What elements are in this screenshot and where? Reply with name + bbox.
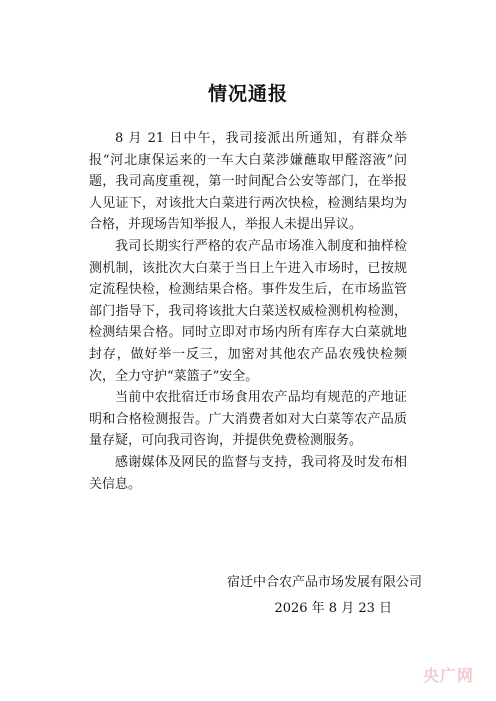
signature-date: 2026 年 8 月 23 日 [274, 601, 392, 616]
document-title: 情况通报 [207, 83, 288, 105]
paragraph-3: 当前中农批宿迁市场食用农产品均有规范的产地证明和合格检测报告。广大消费者如对大白菜等农产品质量存疑，可向我司咨询，并提供免费检测服务。 [89, 390, 407, 449]
signature-organization: 宿迁中合农产品市场发展有限公司 [226, 575, 422, 590]
paragraph-1: 8 月 21 日中午，我司接派出所通知，有群众举报“河北康保运来的一车大白菜涉嫌蘸取甲醛溶液”问题，我司高度重视，第一时间配合公安等部门，在举报人见证下，对该批大白菜进行两次快检，检测结果均为合格，并现场告知举报人，举报人未提出异议。 [89, 131, 407, 233]
document-body [89, 128, 407, 495]
paragraph-2: 我司长期实行严格的农产品市场准入制度和抽样检测机制，该批次大白菜于当日上午进入市场时，已按规定流程快检，检测结果合格。事件发生后，在市场监管部门指导下，我司将该批大白菜送权威检测机构检测，检测结果合格。同时立即对市场内所有库存大白菜就地封存，做好举一反三，加密对其他农产品农残快检频次，全力守护“菜篮子”安全。 [89, 238, 407, 384]
watermark-logo: 央广网 [422, 666, 474, 685]
signature-block [227, 570, 422, 622]
paragraph-4: 感谢媒体及网民的监督与支持，我司将及时发布相关信息。 [89, 454, 407, 492]
